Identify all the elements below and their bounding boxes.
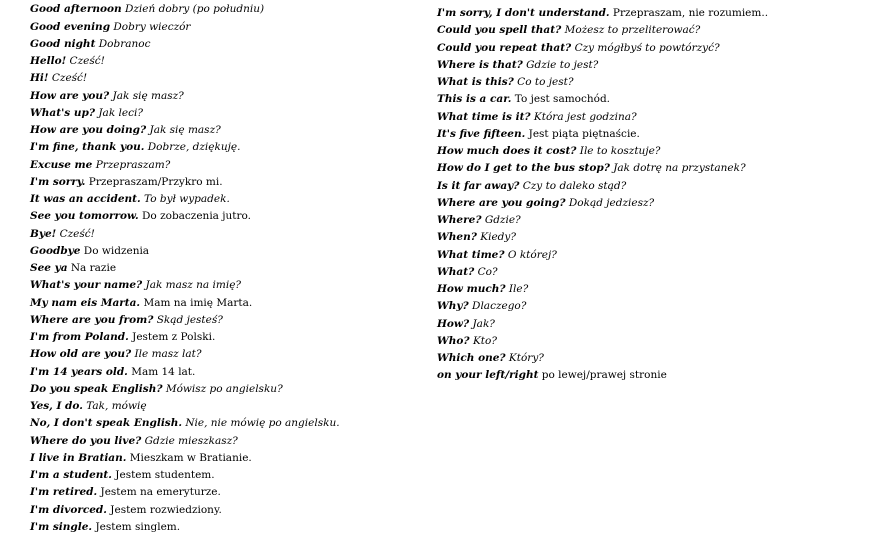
phrase-row (437, 333, 768, 350)
english-phrase: See ya (30, 262, 68, 274)
phrase-row (437, 212, 768, 229)
polish-translation: Dobry wieczór (113, 20, 191, 33)
phrase-row (30, 139, 340, 156)
phrase-row (30, 191, 340, 208)
polish-translation: Kiedy? (480, 231, 516, 244)
phrase-row (437, 40, 768, 57)
phrase-row (30, 157, 340, 174)
phrase-row (30, 519, 340, 536)
english-phrase: Goodbye (30, 244, 81, 257)
phrase-row (30, 19, 340, 36)
polish-translation: Która jest godzina? (533, 110, 637, 123)
polish-translation: Jestem z Polski. (132, 331, 216, 343)
polish-translation: Gdzie to jest? (526, 58, 599, 71)
polish-translation: Tak, mówię (86, 400, 147, 412)
phrase-row (437, 281, 768, 298)
left-phrase-column (30, 0, 340, 536)
phrase-row (30, 105, 340, 122)
polish-translation: Na razie (70, 262, 117, 274)
phrase-row (437, 57, 768, 74)
english-phrase: What's your name? (30, 279, 143, 292)
polish-translation: Dzień dobry (po południu) (124, 3, 265, 16)
english-phrase: See you tomorrow. (30, 210, 139, 223)
polish-translation: Gdzie? (484, 214, 521, 226)
polish-translation: Mam 14 lat. (131, 365, 196, 378)
english-phrase: How much? (437, 283, 506, 295)
english-phrase: Why? (437, 300, 469, 313)
polish-translation: Skąd jesteś? (156, 313, 223, 326)
english-phrase: Do you speak English? (30, 382, 163, 395)
polish-translation: Jest piąta piętnaście. (528, 127, 640, 140)
english-phrase: I'm sorry. (30, 175, 86, 188)
polish-translation: Nie, nie mówię po angielsku. (185, 417, 340, 430)
polish-translation: Dlaczego? (472, 300, 527, 313)
phrase-row (437, 160, 768, 177)
phrase-row (30, 502, 340, 519)
polish-translation: Jak dotrę na przystanek? (613, 162, 746, 175)
english-phrase: Good night (30, 37, 96, 50)
polish-translation: Czy mógłbyś to powtórzyć? (574, 41, 720, 54)
phrase-row (30, 36, 340, 53)
english-phrase: I'm from Poland. (30, 331, 129, 343)
polish-translation: Do zobaczenia jutro. (142, 210, 252, 223)
polish-translation: Co to jest? (517, 76, 574, 88)
polish-translation: Możesz to przeliterować? (564, 24, 701, 37)
phrase-row (437, 126, 768, 143)
polish-translation: Do widzenia (83, 244, 150, 257)
phrase-row (437, 109, 768, 126)
phrase-row (30, 295, 340, 312)
phrase-row (30, 1, 340, 18)
polish-translation: Gdzie mieszkasz? (144, 434, 238, 447)
phrase-row (437, 350, 768, 367)
phrase-row (437, 298, 768, 315)
polish-translation: Jak leci? (98, 106, 143, 119)
english-phrase: How are you? (30, 89, 110, 102)
english-phrase: How do I get to the bus stop? (437, 162, 610, 175)
polish-translation: Przepraszam? (95, 158, 171, 171)
polish-translation: Ile? (508, 283, 529, 295)
phrase-row (30, 174, 340, 191)
english-phrase: I'm 14 years old. (30, 365, 128, 378)
english-phrase: Good afternoon (30, 3, 122, 16)
english-phrase: What time? (437, 248, 505, 261)
polish-translation: Dobranoc (98, 37, 151, 50)
phrase-row (437, 178, 768, 195)
polish-translation: Co? (477, 265, 498, 278)
english-phrase: My nam eis Marta. (30, 296, 141, 309)
phrase-row (30, 243, 340, 260)
phrase-row (437, 316, 768, 333)
english-phrase: I'm sorry, I don't understand. (437, 7, 610, 19)
english-phrase: No, I don't speak English. (30, 417, 183, 430)
polish-translation: Dobrze, dziękuję. (147, 141, 241, 154)
english-phrase: Excuse me (30, 158, 93, 171)
phrase-row (30, 415, 340, 432)
polish-translation: Przepraszam/Przykro mi. (88, 175, 223, 188)
english-phrase: It was an accident. (30, 193, 141, 205)
english-phrase: Where? (437, 214, 482, 226)
phrase-row (30, 467, 340, 484)
polish-translation: Cześć! (59, 227, 95, 240)
polish-translation: Który? (508, 352, 544, 364)
phrase-row (437, 264, 768, 281)
phrase-row (30, 484, 340, 501)
phrase-row (30, 260, 340, 277)
phrase-row (30, 70, 340, 87)
english-phrase: Yes, I do. (30, 400, 83, 412)
polish-translation: Czy to daleko stąd? (522, 179, 627, 192)
polish-translation: po lewej/prawej stronie (541, 369, 667, 382)
english-phrase: on your left/right (437, 369, 539, 382)
english-phrase: Where are you going? (437, 196, 566, 209)
english-phrase: Could you repeat that? (437, 41, 572, 54)
english-phrase: Where is that? (437, 58, 523, 71)
english-phrase: What time is it? (437, 110, 531, 123)
english-phrase: I'm divorced. (30, 503, 107, 516)
phrase-row (30, 277, 340, 294)
english-phrase: How? (437, 317, 470, 330)
polish-translation: Kto? (472, 334, 497, 347)
english-phrase: How much does it cost? (437, 145, 577, 157)
phrase-row (437, 367, 768, 384)
phrase-row (437, 22, 768, 39)
phrase-row (30, 329, 340, 346)
polish-translation: To jest samochód. (514, 93, 611, 106)
english-phrase: Which one? (437, 352, 506, 364)
polish-translation: Mam na imię Marta. (143, 296, 253, 309)
english-phrase: Is it far away? (437, 179, 520, 192)
english-phrase: Could you spell that? (437, 24, 562, 37)
phrase-row (30, 208, 340, 225)
phrase-row (437, 229, 768, 246)
english-phrase: When? (437, 231, 477, 244)
english-phrase: Where are you from? (30, 313, 154, 326)
polish-translation: Jestem singlem. (95, 520, 181, 533)
phrase-row (30, 88, 340, 105)
english-phrase: It's five fifteen. (437, 127, 526, 140)
english-phrase: How old are you? (30, 348, 132, 361)
phrase-row (30, 381, 340, 398)
polish-translation: Cześć! (51, 72, 88, 85)
polish-translation: Jestem studentem. (115, 469, 215, 481)
english-phrase: Hello! (30, 55, 67, 67)
polish-translation: Ile to kosztuje? (579, 145, 661, 157)
phrase-row (437, 91, 768, 108)
english-phrase: I'm fine, thank you. (30, 141, 145, 154)
phrase-row (437, 143, 768, 160)
phrase-row (437, 195, 768, 212)
english-phrase: How are you doing? (30, 124, 147, 136)
english-phrase: I'm a student. (30, 469, 112, 481)
english-phrase: Bye! (30, 227, 57, 240)
english-phrase: Where do you live? (30, 434, 142, 447)
phrase-row (30, 398, 340, 415)
phrase-row (30, 312, 340, 329)
english-phrase: I live in Bratian. (30, 451, 127, 464)
english-phrase: Hi! (30, 72, 49, 85)
polish-translation: To był wypadek. (144, 193, 230, 205)
phrase-row (437, 74, 768, 91)
polish-translation: Cześć! (69, 55, 105, 67)
phrase-row (437, 247, 768, 264)
right-phrase-column (437, 5, 768, 385)
polish-translation: O której? (507, 248, 557, 261)
polish-translation: Jestem rozwiedziony. (110, 503, 222, 516)
english-phrase: Good evening (30, 20, 111, 33)
phrase-row (437, 5, 768, 22)
english-phrase: Who? (437, 334, 470, 347)
english-phrase: What's up? (30, 106, 95, 119)
phrase-row (30, 450, 340, 467)
english-phrase: This is a car. (437, 93, 512, 106)
polish-translation: Jestem na emeryturze. (100, 486, 221, 499)
english-phrase: I'm single. (30, 520, 93, 533)
phrase-row (30, 122, 340, 139)
polish-translation: Jak masz na imię? (145, 279, 242, 292)
polish-translation: Mieszkam w Bratianie. (129, 451, 252, 464)
english-phrase: What? (437, 265, 475, 278)
polish-translation: Przepraszam, nie rozumiem.. (612, 7, 769, 19)
phrase-row (30, 53, 340, 70)
english-phrase: I'm retired. (30, 486, 98, 499)
phrase-row (30, 226, 340, 243)
polish-translation: Jak? (472, 317, 495, 330)
phrase-row (30, 346, 340, 363)
polish-translation: Dokąd jedziesz? (568, 196, 655, 209)
polish-translation: Ile masz lat? (134, 348, 202, 361)
polish-translation: Jak się masz? (112, 89, 184, 102)
polish-translation: Mówisz po angielsku? (165, 382, 283, 395)
english-phrase: What is this? (437, 76, 514, 88)
polish-translation: Jak się masz? (149, 124, 221, 136)
phrase-row (30, 364, 340, 381)
phrase-row (30, 433, 340, 450)
